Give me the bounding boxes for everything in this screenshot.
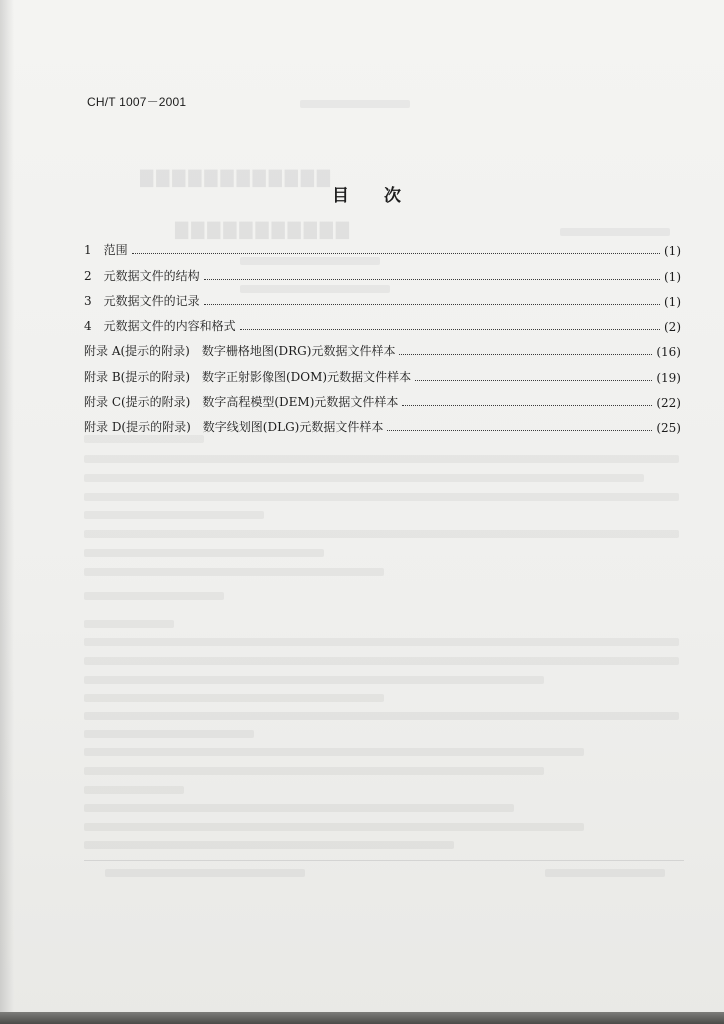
show-through-line [84,592,224,600]
show-through-line [84,748,584,756]
show-through-line [545,869,665,877]
show-through-line [84,694,384,702]
toc-entry-label: 附录 D(提示的附录) 数字线划图(DLG)元数据文件样本 [84,420,384,435]
show-through-rule [84,860,684,861]
toc-entry-page: (1) [664,269,681,284]
toc-dot-leader [204,304,660,305]
show-through-line [84,804,514,812]
show-through-line [84,511,264,519]
toc-entry-file-structure[interactable] [84,258,681,283]
show-through-heading: ▇▇▇▇▇▇▇▇▇▇▇▇ [140,168,333,188]
table-of-contents [84,233,681,435]
toc-entry-content-format[interactable] [84,309,681,334]
toc-entry-page: (19) [656,370,681,385]
show-through-line [84,823,584,831]
toc-dot-leader [415,380,652,381]
show-through-subheading: ▇▇▇▇▇▇▇▇▇▇▇ [175,220,352,240]
toc-entry-page: (1) [664,244,681,259]
toc-entry-page: (1) [664,294,681,309]
scan-bottom-edge [0,1012,724,1024]
toc-entry-appendix-a[interactable] [84,334,681,359]
show-through-line [84,474,644,482]
toc-entry-page: (22) [656,396,681,411]
show-through-line [105,869,305,877]
show-through-line [84,712,679,720]
toc-entry-label: 附录 C(提示的附录) 数字高程模型(DEM)元数据文件样本 [84,395,399,410]
toc-entry-label: 4 元数据文件的内容和格式 [84,319,236,334]
toc-entry-label: 2 元数据文件的结构 [84,268,200,283]
show-through-line [84,530,679,538]
show-through-line [300,100,410,108]
toc-entry-label: 附录 A(提示的附录) 数字栅格地图(DRG)元数据文件样本 [84,344,396,359]
show-through-line [84,657,679,665]
toc-dot-leader [132,253,660,254]
toc-dot-leader [399,354,652,355]
toc-dot-leader [387,430,652,431]
toc-entry-appendix-d[interactable] [84,410,681,435]
show-through-line [84,730,254,738]
toc-entry-page: (2) [664,320,681,335]
page-edge-shadow [0,0,14,1024]
show-through-line [84,841,454,849]
toc-title-char-2: 次 [384,186,402,206]
show-through-line [84,435,204,443]
toc-title-char-1: 目 [332,186,350,206]
toc-entry-appendix-c[interactable] [84,385,681,410]
show-through-line [84,638,679,646]
show-through-line [84,676,544,684]
show-through-line [84,786,184,794]
toc-dot-leader [240,329,660,330]
toc-entry-scope[interactable] [84,233,681,258]
toc-dot-leader [402,405,652,406]
show-through-line [84,620,174,628]
show-through-line [84,767,544,775]
show-through-line [84,455,679,463]
toc-entry-page: (16) [656,345,681,360]
show-through-line [84,568,384,576]
toc-entry-file-records[interactable] [84,284,681,309]
toc-title [0,181,724,206]
document-code: CH/T 1007－2001 [87,95,187,109]
show-through-line [84,549,324,557]
toc-entry-label: 1 范围 [84,243,128,258]
show-through-line [84,493,679,501]
toc-entry-label: 附录 B(提示的附录) 数字正射影像图(DOM)元数据文件样本 [84,369,412,384]
toc-entry-appendix-b[interactable] [84,359,681,384]
toc-dot-leader [204,279,660,280]
toc-entry-page: (25) [656,421,681,436]
toc-entry-label: 3 元数据文件的记录 [84,293,200,308]
